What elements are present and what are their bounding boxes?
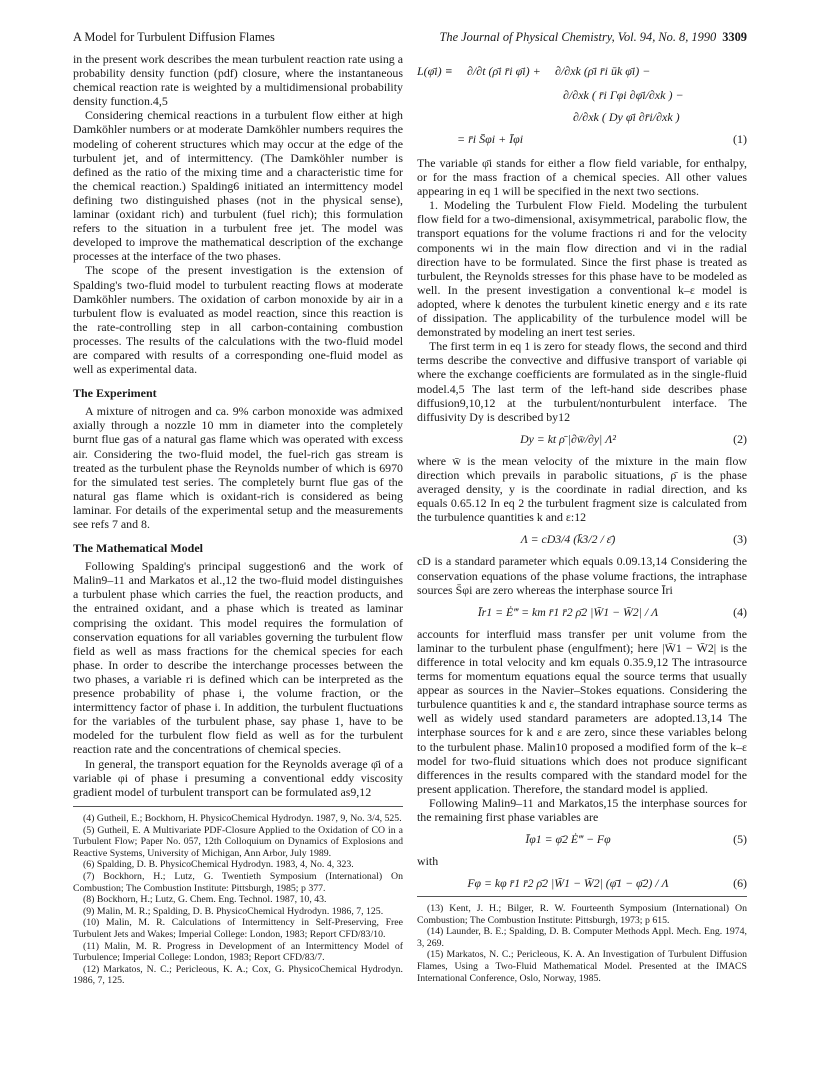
footnote: (6) Spalding, D. B. PhysicoChemical Hydrodyn. 1983, 4, No. 4, 323. [83,859,354,871]
left-column [73,52,403,799]
equation-number: (3) [733,532,747,547]
equation-term: ∂/∂xk ( r̄i Γφi ∂φ̄i/∂xk ) − [563,88,684,102]
footnote: (4) Gutheil, E.; Bockhorn, H. PhysicoChemical Hydrodyn. 1987, 9, No. 3/4, 525. [83,813,402,824]
equation-term: L(φ̄i) ≡ [417,64,453,78]
equation-1 [417,52,747,148]
paragraph: Following Spalding's principal suggestion6 and the work of Malin9–11 and Markatos et al.,12 the two-fluid model distinguishes a turbulent phase which carries the fuel, the reaction products, and the entrained oxidant, and a phase which is treated as laminar comprising the oxidant. This model requires the formulation of conservation equations for all variables governing the turbulent flow field as well as mass fractions for the chemical species for each phase. In order to describe the interchange processes between the two phases, a variable ri is defined which can be interpreted as the presence probability of phase i, the volume fraction, or the intermittency factor of phase i. In addition, the turbulent fluctuations for the variables of the turbulent phase, say phase 1, have to be modeled for the turbulent flow field as well as for the turbulent reaction rate and the concentrations of chemical species. [73,559,403,757]
equation-number: (2) [733,431,747,446]
footnote: (9) Malin, M. R.; Spalding, D. B. PhysicoChemical Hydrodyn. 1986, 7, 125. [83,905,384,917]
footnotes-left [73,806,403,987]
equation-expression: Īφ1 = φ̄2 Ė‴ − Fφ [525,832,611,847]
footnote: (7) Bockhorn, H.; Lutz, G. Twentieth Symposium (International) On Combustion; The Combustion Institute: Pittsburgh, 1985; p 377. [73,870,403,894]
footnote: (13) Kent, J. H.; Bilger, R. W. Fourteenth Symposium (International) On Combustion; The Combustion Institute: Pittsburgh, 1973; p 615. [417,903,747,926]
equation-number: (4) [733,604,747,619]
footnote: (5) Gutheil, E. A Multivariate PDF-Closure Applied to the Oxidation of CO in a Turbulent Flow; Paper No. 057, 12th Colloquium on Dynamics of Explosions and Reactive Systems, University of Michigan, Ann Arbor, July 1989. [73,824,403,859]
journal-name: The Journal of Physical Chemistry, Vol. 94, No. 8, 1990 [439,30,717,44]
running-title: A Model for Turbulent Diffusion Flames [73,30,275,44]
equation-4 [417,605,747,619]
footnote: (15) Markatos, N. C.; Pericleous, K. A. An Investigation of Turbulent Diffusion Flames, Using a Two-Fluid Mathematical Model. Presented at the IMACS International Conference, Oslo, Norway, 1985. [417,949,747,984]
equation-number: (6) [733,876,747,891]
equation-expression: Dy = kt ρ̄ |∂w̄/∂y| Λ² [520,431,616,446]
equation-term: = r̄i S̄φi + Īφi [457,132,524,146]
equation-number: (5) [733,832,747,847]
paragraph: Following Malin9–11 and Markatos,15 the interphase sources for the remaining first phase variables are [417,795,747,825]
journal-citation [440,30,748,45]
section-heading-model: The Mathematical Model [73,541,203,556]
equation-term: ∂/∂xk ( Dy φ̄i ∂r̄i/∂xk ) [573,110,680,124]
paragraph: The first term in eq 1 is zero for steady flows, the second and third terms describe the convective and diffusive transport of variable φi where the exchange coefficients are formulated as in the single-fluid model.4,5 The last term of the left-hand side describes phase diffusion9,10,12 at the turbulent/nonturbulent interface. The diffusivity Dy is described by12 [417,339,747,424]
equation-expression: Fφ = kφ r̄1 r̄2 ρ̄2 |W̄1 − W̄2| (φ̄1 − φ̄2) / Λ [467,876,669,891]
paragraph: Considering chemical reactions in a turbulent flow either at high Damköhler numbers or at moderate Damköhler numbers requires the modeling of coherent structures which may occur at the edge of the turbulent jet, and of intermittency. (The Damköhler number is defined as the ratio of the mixing time and a characteristic time for the chemical reaction.) Spalding6 initiated an intermittency model defining two distinguished phases (not in the physical sense), laminar (oxidant rich) and turbulent (fuel rich); this formulation refers to the situation in a turbulent free jet. The model was developed to improve the mathematical description of the exchange processes at the interface of the two phases. [73,108,403,264]
paragraph: accounts for interfluid mass transfer per unit volume from the laminar to the turbulent phase (engulfment); here |W̄1 − W̄2| is the difference in total velocity and km equals 0.35.9,12 The intrasource terms for momentum equations equal the source terms that usually appear as sources in the Navier–Stokes equations. Considering the turbulence quantities k and ε, the standard intraphase source terms as well as widely used standard parameters are adopted.13,14 The interphase sources for k and ε are zero, since these variables belong to the turbulent phase. Malin10 proposed a modified form of the k–ε model for two-fluid situations which does not produce significant differences in the results compared with the standard model for the present application. Therefore, the standard model is applied. [417,626,747,796]
running-header [73,30,747,46]
paragraph: in the present work describes the mean turbulent reaction rate using a probability density function (pdf) closure, where the instantaneous chemical reaction rate is weighted by a multidimensional probability density function.4,5 [73,52,403,109]
equation-term: ∂/∂xk (ρ̄i r̄i ūk φ̄i) − [555,64,651,78]
paragraph: cD is a standard parameter which equals 0.09.13,14 Considering the conservation equations of the phase volume fractions, the intraphase sources S̄φi are zero whereas the interphase source Īri [417,554,747,597]
footnotes-right [417,896,747,984]
right-column [417,52,747,898]
footnote: (11) Malin, M. R. Progress in Development of an Intermittency Model of Turbulence; Imperial College: London, 1983; Report CFD/83/7. [73,940,403,964]
paragraph: A mixture of nitrogen and ca. 9% carbon monoxide was admixed axially through a nozzle 10 mm in diameter into the completely burnt flue gas of a natural gas flame which was operated with excess air. Considering the two-fluid model, the fuel-rich gas stream is treated as the turbulent phase the Reynolds number of which is 6970 for the simulated test series. The completely burnt flue gas of the natural gas flame which is oxidant-rich is considered as being laminar. For details of the experimental setup and the measurements see refs 7 and 8. [73,404,403,531]
equation-6 [417,876,747,890]
equation-5 [417,832,747,846]
paragraph: where w̄ is the mean velocity of the mixture in the main flow direction which prevails in parabolic situations, ρ̄ is the phase averaged density, y is the coordinate in radial direction, and ks equals 0.65.12 In eq 2 the turbulent fragment size is calculated from the turbulence quantities k and ε:12 [417,453,747,525]
equation-2 [417,432,747,446]
footnote: (10) Malin, M. R. Calculations of Intermittency in Self-Preserving, Free Turbulent Jets and Wakes; Imperial College: London, 1983; Report CFD/83/10. [73,917,403,940]
equation-expression: Īr1 = Ė‴ = km r̄1 r̄2 ρ̄2 |W̄1 − W̄2| / Λ [477,604,659,619]
paragraph: In general, the transport equation for the Reynolds average φ̄i of a variable φi of phase i presuming a conventional eddy viscosity gradient model of turbulent transport can be formulated as9,12 [73,756,403,799]
equation-expression: Λ = cD3/4 (k̄3/2 / ε̄) [520,532,616,547]
paragraph-with: with [417,854,439,869]
paragraph: The variable φ̄i stands for either a flow field variable, for enthalpy, or for the mass fraction of a chemical species. All other values appearing in eq 1 will be specified in the next two sections. [417,156,747,199]
footnote: (12) Markatos, N. C.; Pericleous, K. A.; Cox, G. PhysicoChemical Hydrodyn. 1986, 7, 125. [73,963,403,987]
equation-term: ∂/∂t (ρ̄i r̄i φ̄i) + [467,64,541,78]
footnote: (14) Launder, B. E.; Spalding, D. B. Computer Methods Appl. Mech. Eng. 1974, 3, 269. [417,926,747,949]
page-number: 3309 [722,30,747,44]
equation-number: (1) [733,132,747,146]
footnote: (8) Bockhorn, H.; Lutz, G. Chem. Eng. Technol. 1987, 10, 43. [83,894,327,906]
section-heading-experiment: The Experiment [73,386,157,401]
equation-3 [417,532,747,546]
paragraph: 1. Modeling the Turbulent Flow Field. Modeling the turbulent flow field for a two-dimensional, axisymmetrical, parabolic flow, the transport equations for the volume fractions ri and for the velocity components wi in the main flow direction and vi in the radial direction have to be formulated. Since the first phase is treated as turbulent, the Reynolds stresses for this phase have to be modeled as well. In the present investigation a conventional k–ε model is adopted, where k denotes the turbulent kinetic energy and ε its rate of dissipation. The applicability of the turbulence model will be demonstrated by modeling an inert test series. [417,198,747,340]
paragraph: The scope of the present investigation is the extension of Spalding's two-fluid model to turbulent reacting flows at moderate Damköhler numbers. The oxidation of carbon monoxide by air in a turbulent flow is evaluated as model reaction, since this reaction is the rate-controlling step in all carbon-containing combustion processes. The results of the calculations with the two-fluid model are compared with results of a corresponding one-fluid model as well as experimental data. [73,263,403,377]
